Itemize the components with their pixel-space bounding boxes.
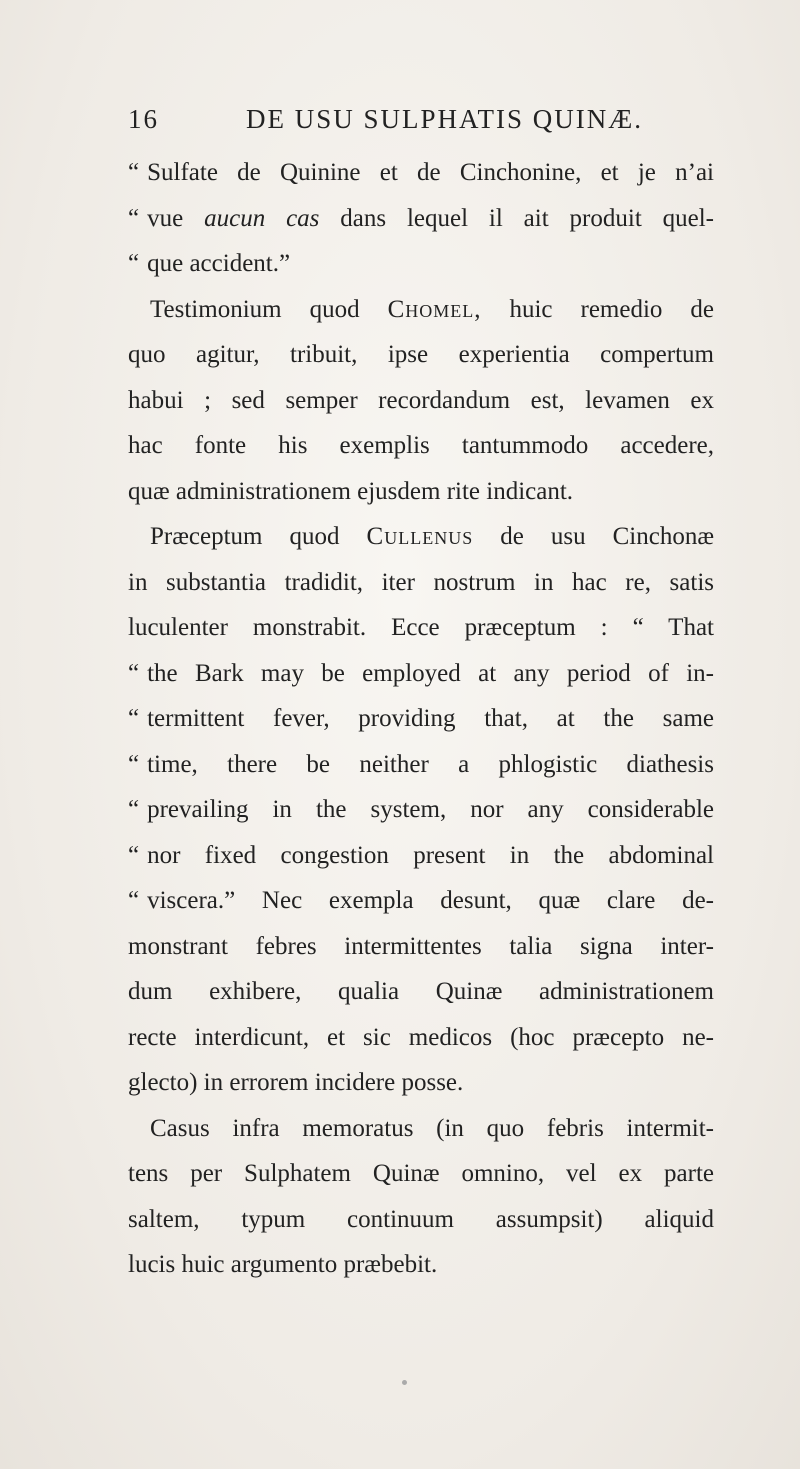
text-line — [128, 514, 714, 560]
text-line — [128, 969, 714, 1015]
author-name: Cullenus — [366, 523, 474, 550]
text-run: Casus infra memoratus (in quo febris intermit- — [150, 1114, 714, 1142]
ink-speck — [402, 1380, 407, 1385]
text-line — [128, 651, 714, 697]
text-run: lucis huic argumento præbebit. — [128, 1251, 438, 1278]
text-line — [128, 924, 714, 970]
quote-mark: “ — [128, 250, 140, 277]
quote-mark: “ — [128, 887, 140, 914]
author-name: Chomel, — [387, 295, 482, 323]
text-run: in substantia tradidit, iter nostrum in hac re, satis — [128, 568, 714, 596]
text-run: Sulfate de Quinine et de Cinchonine, et je n’ai — [147, 159, 714, 186]
text-run: vue — [147, 204, 205, 232]
text-run: termittent fever, providing that, at the same — [147, 705, 714, 732]
text-run: recte interdicunt, et sic medicos (hoc præcepto ne- — [128, 1023, 714, 1051]
text-line — [128, 241, 714, 287]
text-line — [128, 878, 714, 924]
text-line — [128, 469, 714, 515]
text-line — [128, 196, 714, 242]
text-run: saltem, typum continuum assumpsit) aliquid — [128, 1205, 714, 1233]
text-line — [128, 1106, 714, 1152]
text-run: Testimonium quod — [150, 295, 388, 323]
text-line — [128, 787, 714, 833]
text-line — [128, 696, 714, 742]
quote-mark: “ — [128, 659, 140, 687]
text-line — [128, 742, 714, 788]
running-title: DE USU SULPHATIS QUINÆ. — [246, 104, 644, 134]
text-run: the Bark may be employed at any period of in- — [147, 659, 714, 687]
text-line — [128, 833, 714, 879]
text-run: huic remedio de — [481, 295, 714, 323]
text-run: time, there be neither a phlogistic diathesis — [147, 750, 714, 778]
text-line — [128, 1151, 714, 1197]
text-run: quæ administrationem ejusdem rite indicant. — [128, 477, 574, 505]
text-run: viscera.” Nec exempla desunt, quæ clare de- — [147, 887, 714, 914]
text-line — [128, 378, 714, 424]
text-line — [128, 605, 714, 651]
text-run: hac fonte his exemplis tantummodo accedere, — [128, 432, 714, 459]
text-run: nor fixed congestion present in the abdominal — [147, 841, 714, 869]
text-line — [128, 150, 714, 196]
text-line — [128, 1015, 714, 1061]
text-run: de usu Cinchonæ — [473, 523, 715, 550]
text-run: quo agitur, tribuit, ipse experientia compertum — [128, 341, 714, 368]
text-run: prevailing in the system, nor any considerable — [147, 796, 714, 823]
text-run: que accident.” — [147, 250, 291, 277]
text-run: dans lequel il ait produit quel- — [319, 204, 715, 232]
text-line — [128, 1242, 714, 1288]
text-run: Præceptum quod — [150, 523, 367, 550]
quote-mark: “ — [128, 159, 140, 186]
text-line — [128, 1197, 714, 1243]
quote-mark: “ — [128, 796, 140, 823]
text-run: tens per Sulphatem Quinæ omnino, vel ex parte — [128, 1160, 714, 1187]
text-run: monstrant febres intermittentes talia signa inter- — [128, 932, 714, 960]
text-run: dum exhibere, qualia Quinæ administrationem — [128, 978, 714, 1005]
italic-phrase: aucun cas — [204, 204, 320, 232]
text-line — [128, 332, 714, 378]
text-line — [128, 287, 714, 333]
quote-mark: “ — [128, 705, 140, 732]
text-line — [128, 560, 714, 606]
text-line — [128, 423, 714, 469]
quote-mark: “ — [128, 841, 140, 869]
text-run: habui ; sed semper recordandum est, levamen ex — [128, 386, 714, 414]
quote-mark: “ — [128, 750, 140, 778]
text-run: glecto) in errorem incidere posse. — [128, 1069, 464, 1096]
quote-mark: “ — [128, 204, 140, 232]
text-line — [128, 1060, 714, 1106]
page-number: 16 — [128, 104, 159, 134]
text-run: luculenter monstrabit. Ecce præceptum : “ That — [128, 614, 714, 641]
body-text — [128, 150, 714, 1288]
